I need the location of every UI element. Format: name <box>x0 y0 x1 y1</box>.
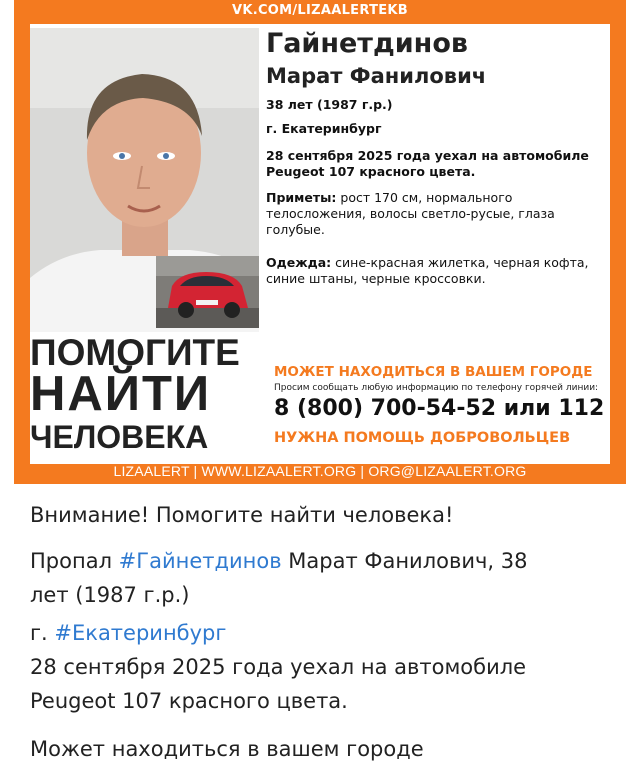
post-event-line-1: 28 сентября 2025 года уехал на автомобиле <box>30 655 527 679</box>
post-age-line: лет (1987 г.р.) <box>30 583 190 607</box>
poster-content <box>30 24 610 464</box>
clothes-block <box>266 255 606 287</box>
person-city: г. Екатеринбург <box>266 121 382 136</box>
hotline-request: Просим сообщать любую информацию по телефону горячей линии: <box>274 383 599 393</box>
post-event-line-2: Peugeot 107 красного цвета. <box>30 689 348 713</box>
slogan-line-1: ПОМОГИТЕ <box>30 332 240 373</box>
post-may-be-line: Может находиться в вашем городе <box>30 737 424 761</box>
poster-footer-links: LIZAALERT | WWW.LIZAALERT.ORG | ORG@LIZAALERT.ORG <box>113 463 527 479</box>
hashtag-surname[interactable]: #Гайнетдинов <box>118 549 282 573</box>
volunteers-needed: НУЖНА ПОМОЩЬ ДОБРОВОЛЬЦЕВ <box>274 430 571 446</box>
post-heading: Внимание! Помогите найти человека! <box>30 503 454 527</box>
features-label: Приметы: <box>266 190 337 205</box>
features-text: рост 170 см, нормального телосложения, волосы светло-русые, глаза голубые. <box>266 190 555 237</box>
poster-top-url: VK.COM/LIZAALERTEKB <box>231 3 409 18</box>
post-missing-prefix: Пропал <box>30 549 119 573</box>
disappearance-details: 28 сентября 2025 года уехал на автомобиле Peugeot 107 красного цвета. <box>266 148 589 179</box>
post-missing-rest: Марат Фанилович, 38 <box>281 549 528 573</box>
post-missing-line <box>30 544 527 578</box>
person-given-names: Марат Фанилович <box>266 64 487 88</box>
slogan-line-3: ЧЕЛОВЕКА <box>30 419 209 455</box>
hotline-phone[interactable]: 8 (800) 700-54-52 или 112 <box>274 396 605 421</box>
car-photo <box>156 256 259 328</box>
hashtag-city[interactable]: #Екатеринбург <box>54 621 227 645</box>
person-age: 38 лет (1987 г.р.) <box>266 97 393 112</box>
slogan-line-2: НАЙТИ <box>30 367 212 421</box>
may-be-in-your-city: МОЖЕТ НАХОДИТЬСЯ В ВАШЕМ ГОРОДЕ <box>274 364 593 380</box>
post-city-line <box>30 616 226 650</box>
features-block <box>266 190 601 238</box>
person-surname: Гайнетдинов <box>266 28 468 59</box>
missing-person-poster[interactable] <box>14 0 626 484</box>
clothes-label: Одежда: <box>266 255 332 270</box>
clothes-text: сине-красная жилетка, черная кофта, синие штаны, черные кроссовки. <box>266 255 589 286</box>
post-city-prefix: г. <box>30 621 55 645</box>
